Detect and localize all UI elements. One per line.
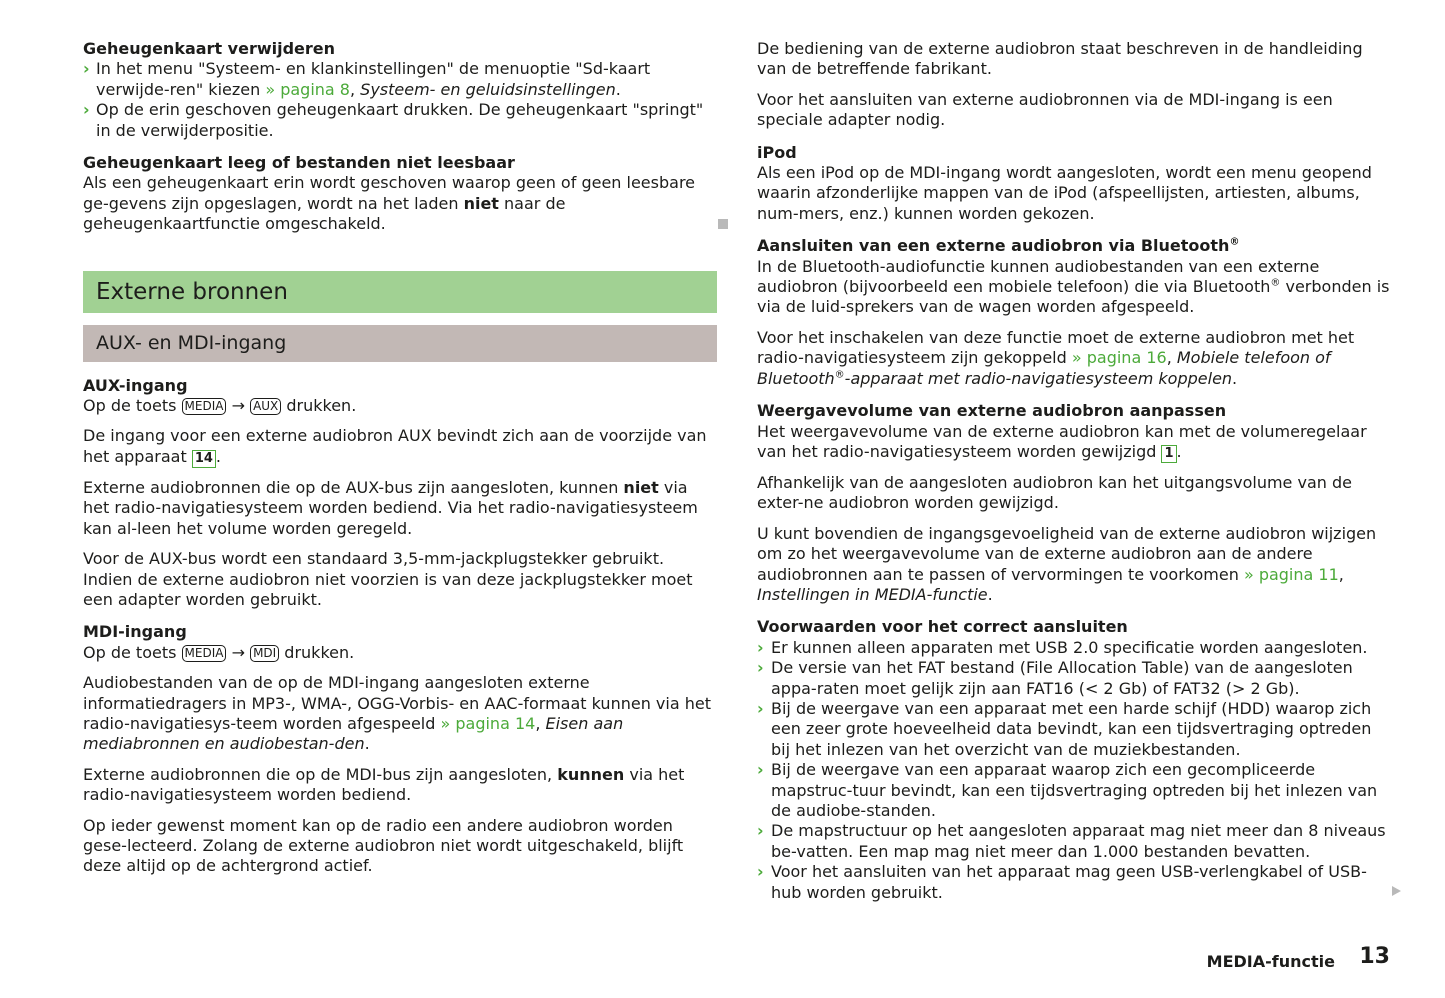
paragraph: Externe audiobronnen die op de AUX-bus zijn aangesloten, kunnen niet via het radio-navigatiesysteem worden bediend. Via het radio-navigatiesysteem kan al-leen het volume worden geregeld. bbox=[83, 477, 698, 538]
list-item: › Bij de weergave van een apparaat met een harde schijf (HDD) waarop zich een zeer grote hoeveelheid data bevindt, kan een tijdsvertraging optreden bij het inlezen van het overzicht van de muziekbestanden. bbox=[757, 698, 1372, 759]
bullet-arrow-icon: › bbox=[757, 760, 764, 780]
paragraph: U kunt bovendien de ingangsgevoeligheid van de externe audiobron wijzigen om zo het weergavevolume van de externe audiobron aan de andere audiobronnen aan te passen of vervormingen te voorkomen » pagina 11, Instellingen in MEDIA-functie. bbox=[757, 523, 1377, 604]
section-mdi bbox=[83, 622, 717, 876]
paragraph: Audiobestanden van de op de MDI-ingang aangesloten externe informatiedragers in MP3-, WMA-, OGG-Vorbis- en AAC-formaat kunnen via het radio-navigatiesys-teem worden afgespeeld » pagina 14, Eisen aan mediabronnen en audiobestan-den. bbox=[83, 673, 711, 754]
figure-ref: 1 bbox=[1161, 445, 1176, 463]
paragraph: Voor het inschakelen van deze functie moet de externe audiobron met het radio-navigatiesysteem zijn gekoppeld » pagina 16, Mobiele telefoon of Bluetooth®-apparaat met radio-navigatiesysteem koppelen. bbox=[757, 327, 1355, 388]
paragraph: In de Bluetooth-audiofunctie kunnen audiobestanden van een externe audiobron (bijvoorbeeld een mobiele telefoon) die via Bluetooth® verbonden is via de luid-sprekers van de wagen worden afgespeeld. bbox=[757, 256, 1390, 317]
section-title: Voorwaarden voor het correct aansluiten bbox=[757, 617, 1128, 637]
chapter-heading: Externe bronnen bbox=[83, 271, 717, 313]
arrow-icon: → bbox=[231, 642, 245, 662]
figure-ref: 14 bbox=[192, 450, 216, 468]
section-ipod bbox=[757, 143, 1391, 225]
mdi-key: MDI bbox=[250, 645, 279, 662]
media-key: MEDIA bbox=[182, 398, 227, 415]
footer-section-title: MEDIA-functie bbox=[1206, 952, 1335, 971]
section-title: Geheugenkaart verwijderen bbox=[83, 39, 336, 58]
bullet-arrow-icon: › bbox=[83, 100, 90, 120]
media-key: MEDIA bbox=[182, 645, 227, 662]
paragraph: Als een iPod op de MDI-ingang wordt aangesloten, wordt een menu geopend waarin afzonderlijke mappen van de iPod (afspeellijsten, artiesten, albums, num-mers, enz.) kunnen worden gekozen. bbox=[757, 163, 1372, 223]
section-aux bbox=[83, 376, 717, 611]
section-title: Geheugenkaart leeg of bestanden niet leesbaar bbox=[83, 153, 515, 173]
right-column bbox=[757, 39, 1391, 903]
section-conditions bbox=[757, 617, 1391, 903]
left-column bbox=[83, 39, 717, 887]
bullet-arrow-icon: › bbox=[757, 658, 764, 678]
list-item: › In het menu "Systeem- en klankinstellingen" de menuoptie "Sd-kaart verwijde-ren" kiezen » pagina 8, Systeem- en geluidsinstellingen. bbox=[83, 59, 651, 99]
paragraph: Externe audiobronnen die op de MDI-bus zijn aangesloten, kunnen via het radio-navigatiesysteem worden bediend. bbox=[83, 764, 685, 805]
page-number: 13 bbox=[1359, 944, 1390, 969]
paragraph: Als een geheugenkaart erin wordt geschoven waarop geen of geen leesbare ge-gevens zijn opgeslagen, wordt na het laden niet naar de geheugenkaartfunctie omgeschakeld. bbox=[83, 173, 696, 234]
section-title: Weergavevolume van externe audiobron aanpassen bbox=[757, 401, 1227, 421]
bullet-arrow-icon: › bbox=[757, 637, 764, 657]
page-link[interactable]: » pagina 16 bbox=[1071, 348, 1167, 368]
list-item: › De mapstructuur op het aangesloten apparaat mag niet meer dan 8 niveaus be-vatten. Een map mag niet meer dan 1.000 bestanden bevatten. bbox=[757, 821, 1386, 861]
section-title: AUX-ingang bbox=[83, 375, 188, 395]
list-item: › Op de erin geschoven geheugenkaart drukken. De geheugenkaart "springt" in de verwijderpositie. bbox=[83, 100, 704, 140]
arrow-icon: → bbox=[231, 396, 245, 416]
section-title: MDI-ingang bbox=[83, 622, 187, 642]
paragraph: Op de toets MEDIA → AUX drukken. bbox=[83, 396, 357, 416]
bullet-arrow-icon: › bbox=[757, 821, 764, 841]
section-end-marker bbox=[718, 219, 728, 229]
paragraph: De ingang voor een externe audiobron AUX bevindt zich aan de voorzijde van het apparaat 14 . bbox=[83, 426, 707, 466]
aux-key: AUX bbox=[250, 398, 281, 415]
continue-arrow-icon bbox=[1392, 886, 1401, 896]
page-link[interactable]: » pagina 11 bbox=[1243, 564, 1339, 584]
bullet-arrow-icon: › bbox=[757, 862, 764, 882]
page-link[interactable]: » pagina 8 bbox=[265, 79, 350, 99]
paragraph: Op de toets MEDIA → MDI drukken. bbox=[83, 642, 355, 662]
paragraph: De bediening van de externe audiobron staat beschreven in de handleiding van de betreffende fabrikant. bbox=[757, 39, 1363, 79]
subchapter-heading: AUX- en MDI-ingang bbox=[83, 325, 717, 362]
bullet-arrow-icon: › bbox=[83, 59, 90, 79]
section-remove-card bbox=[83, 39, 717, 141]
paragraph: Voor het aansluiten van externe audiobronnen via de MDI-ingang is een speciale adapter nodig. bbox=[757, 89, 1333, 130]
list-item: › Er kunnen alleen apparaten met USB 2.0 specificatie worden aangesloten. bbox=[757, 637, 1368, 657]
paragraph: Op ieder gewenst moment kan op de radio een andere audiobron worden gese-lecteerd. Zolang de externe audiobron niet wordt uitgeschakeld, blijft deze altijd op de achtergrond actief. bbox=[83, 815, 684, 876]
paragraph: Afhankelijk van de aangesloten audiobron kan het uitgangsvolume van de exter-ne audiobron worden gewijzigd. bbox=[757, 472, 1352, 513]
list-item: › De versie van het FAT bestand (File Allocation Table) van de aangesloten appa-raten moet gelijk zijn aan FAT16 (< 2 Gb) of FAT32 (> 2 Gb). bbox=[757, 658, 1353, 698]
section-card-unreadable bbox=[83, 153, 717, 235]
paragraph: Het weergavevolume van de externe audiobron kan met de volumeregelaar van het radio-navigatiesysteem worden gewijzigd 1 . bbox=[757, 421, 1367, 461]
page-link[interactable]: » pagina 14 bbox=[440, 713, 536, 733]
section-volume bbox=[757, 401, 1391, 605]
bullet-arrow-icon: › bbox=[757, 698, 764, 718]
section-title: Aansluiten van een externe audiobron via Bluetooth® bbox=[757, 236, 1240, 256]
paragraph: Voor de AUX-bus wordt een standaard 3,5-mm-jackplugstekker gebruikt. Indien de externe audiobron niet voorzien is van deze jackplugstekker moet een adapter worden gebruikt. bbox=[83, 549, 693, 609]
section-bluetooth bbox=[757, 236, 1391, 389]
list-item: › Bij de weergave van een apparaat waarop zich een gecompliceerde mapstruc-tuur bevindt, kan een tijdsvertraging optreden bij het inlezen van de audiobe-standen. bbox=[757, 760, 1378, 820]
section-title: iPod bbox=[757, 142, 797, 162]
list-item: › Voor het aansluiten van het apparaat mag geen USB-verlengkabel of USB-hub worden gebruikt. bbox=[757, 862, 1367, 902]
